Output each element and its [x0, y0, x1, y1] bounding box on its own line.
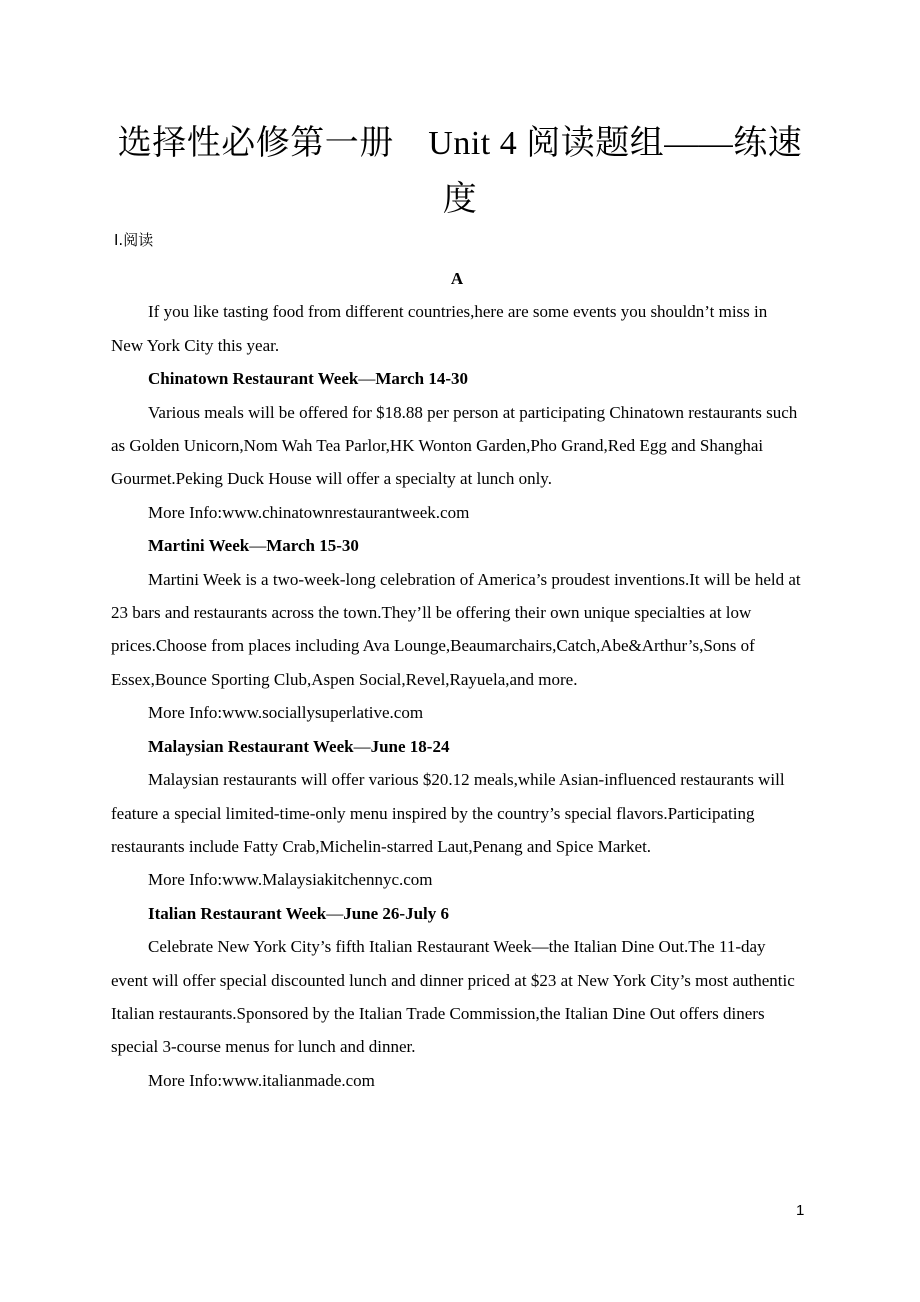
event-more-info: More Info:www.chinatownrestaurantweek.com — [148, 502, 470, 522]
event-more-info: More Info:www.sociallysuperlative.com — [148, 703, 424, 723]
section-label: Ⅰ.阅读 — [114, 231, 154, 249]
title-line-2: 度 — [442, 181, 478, 218]
event-dash: — — [326, 903, 344, 923]
event-heading — [111, 362, 803, 395]
event-date: June 18-24 — [370, 736, 450, 756]
event-date: March 15-30 — [266, 536, 359, 556]
event-description: Celebrate New York City’s fifth Italian Restaurant Week—the Italian Dine Out.The 11-day event will offer special discounted lunch and dinner priced at $23 at New York City’s most authentic Italian restaurants.Sponsored by the Italian Trade Commission,the Italian Dine Out offers diners special 3-course menus for lunch and dinner. — [111, 937, 795, 1057]
passage-a — [111, 262, 803, 1097]
event-list — [111, 362, 803, 1097]
event-heading — [111, 897, 803, 930]
event-name: Martini Week — [148, 536, 250, 556]
event-heading — [111, 730, 803, 763]
event-more-info: More Info:www.italianmade.com — [148, 1070, 375, 1090]
event-name: Chinatown Restaurant Week — [148, 369, 359, 389]
page-number: 1 — [796, 1202, 805, 1219]
event-heading — [111, 529, 803, 562]
passage-intro: If you like tasting food from different countries,here are some events you shouldn’t miss in New York City this year. — [111, 302, 768, 355]
event-description: Various meals will be offered for $18.88 per person at participating Chinatown restaurants such as Golden Unicorn,Nom Wah Tea Parlor,HK Wonton Garden,Pho Grand,Red Egg and Shanghai Gourmet.Peking Duck House will offer a specialty at lunch only. — [111, 402, 798, 489]
event-date: June 26-July 6 — [343, 903, 449, 923]
event-name: Italian Restaurant Week — [148, 903, 327, 923]
event-description: Malaysian restaurants will offer various $20.12 meals,while Asian-influenced restaurants will feature a special limited-time-only menu inspired by the country’s special flavors.Participating restaurants include Fatty Crab,Michelin-starred Laut,Penang and Spice Market. — [111, 770, 785, 856]
event-date: March 14-30 — [375, 369, 469, 389]
event-name: Malaysian Restaurant Week — [148, 736, 354, 756]
passage-letter: A — [450, 269, 464, 288]
event-dash: — — [353, 736, 371, 756]
document-title — [100, 116, 820, 228]
event-dash: — — [249, 536, 267, 556]
event-more-info: More Info:www.Malaysiakitchennyc.com — [148, 870, 433, 890]
event-dash: — — [358, 369, 376, 389]
event-description: Martini Week is a two-week-long celebration of America’s proudest inventions.It will be held at 23 bars and restaurants across the town.They’ll be offering their own unique specialties at low prices.Choose from places including Ava Lounge,Beaumarchairs,Catch,Abe&Arthur’s,Sons of Essex,Bounce Sporting Club,Aspen Social,Revel,Rayuela,and more. — [111, 569, 801, 689]
title-line-1: 选择性必修第一册 Unit 4 阅读题组——练速 — [117, 125, 803, 162]
